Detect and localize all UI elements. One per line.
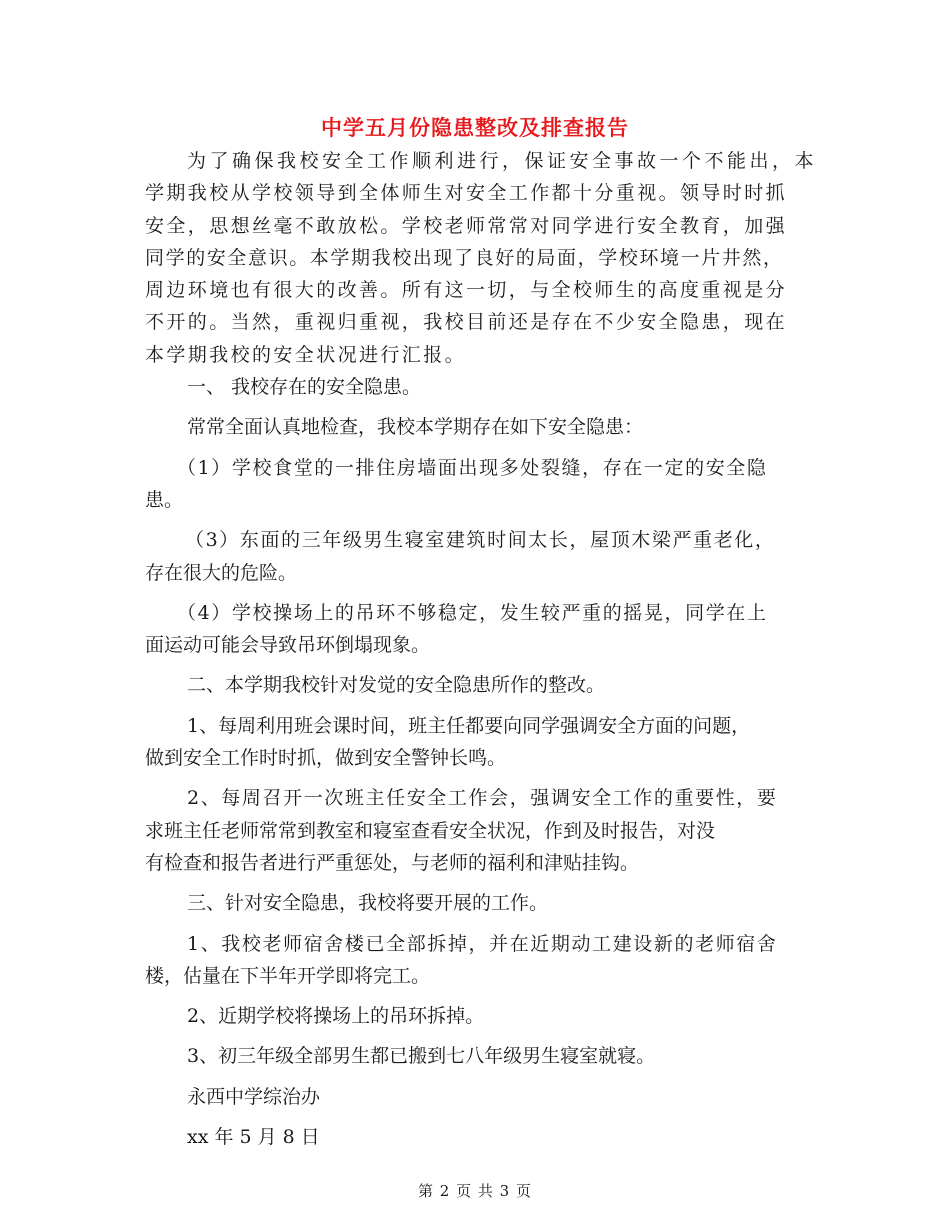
paragraph-line: （4）学校操场上的吊环不够稳定，发生较严重的摇晃，同学在上 <box>177 601 768 624</box>
paragraph-line: 有检查和报告者进行严重惩处，与老师的福利和津贴挂钩。 <box>145 851 640 874</box>
paragraph-line: 做到安全工作时时抓，做到安全警钟长鸣。 <box>145 747 507 770</box>
paragraph-hazard-1 <box>145 452 810 517</box>
paragraph-plan-1 <box>145 928 810 993</box>
paragraph-plan-2: 2、近期学校将操场上的吊环拆掉。 <box>187 1005 485 1028</box>
paragraph-line: 不开的。当然，重视归重视，我校目前还是存在不少安全隐患，现在 <box>145 311 788 334</box>
paragraph-line: 安全，思想丝毫不敢放松。学校老师常常对同学进行安全教育，加强 <box>145 214 788 237</box>
paragraph-line: 面运动可能会导致吊环倒塌现象。 <box>145 634 431 657</box>
paragraph-line: 1、我校老师宿舍楼已全部拆掉，并在近期动工建设新的老师宿舍 <box>187 932 778 955</box>
paragraph-line: 患。 <box>145 488 184 511</box>
paragraph-line: 同学的安全意识。本学期我校出现了良好的局面，学校环境一片井然， <box>145 246 784 269</box>
paragraph-line: 2、每周召开一次班主任安全工作会，强调安全工作的重要性，要 <box>187 787 778 810</box>
document-title: 中学五月份隐患整改及排查报告 <box>321 115 629 140</box>
paragraph-measure-1 <box>145 710 810 775</box>
signature-date: xx 年 5 月 8 日 <box>187 1126 320 1149</box>
section-heading-3: 三、针对安全隐患，我校将要开展的工作。 <box>187 892 549 915</box>
paragraph-line: （1）学校食堂的一排住房墙面出现多处裂缝，存在一定的安全隐 <box>177 456 768 479</box>
paragraph-line: （3）东面的三年级男生寝室建筑时间太长，屋顶木梁严重老化， <box>185 529 776 552</box>
paragraph-intro <box>145 145 818 371</box>
paragraph-measure-2 <box>145 782 810 879</box>
paragraph-line: 周边环境也有很大的改善。所有这一切，与全校师生的高度重视是分 <box>145 279 788 302</box>
paragraph-line: 求班主任老师常常到教室和寝室查看安全状况，作到及时报告，对没 <box>145 819 716 842</box>
section-heading-2: 二、本学期我校针对发觉的安全隐患所作的整改。 <box>187 674 606 697</box>
paragraph-line: 为了确保我校安全工作顺利进行，保证安全事故一个不能出，本 <box>187 150 818 172</box>
paragraph-line: 楼，估量在下半年开学即将完工。 <box>145 964 431 987</box>
section-heading-1: 一、 我校存在的安全隐患。 <box>187 376 422 399</box>
paragraph-line: 常常全面认真地检查，我校本学期存在如下安全隐患： <box>187 416 644 439</box>
page-number-footer: 第 2 页 共 3 页 <box>418 1182 532 1200</box>
document-body <box>145 145 818 1153</box>
paragraph-hazard-4 <box>145 597 810 662</box>
paragraph-line: 1、每周利用班会课时间，班主任都要向同学强调安全方面的问题， <box>187 714 751 737</box>
paragraph-hazard-3 <box>145 524 810 589</box>
paragraph-line: 存在很大的危险。 <box>145 561 298 584</box>
paragraph-line: 学期我校从学校领导到全体师生对安全工作都十分重视。领导时时抓 <box>145 182 788 205</box>
paragraph-line: 本学期我校的安全状况进行汇报。 <box>145 343 467 366</box>
signature-org: 永西中学综治办 <box>187 1085 321 1108</box>
paragraph-plan-3: 3、初三年级全部男生都已搬到七八年级男生寝室就寝。 <box>187 1045 656 1068</box>
